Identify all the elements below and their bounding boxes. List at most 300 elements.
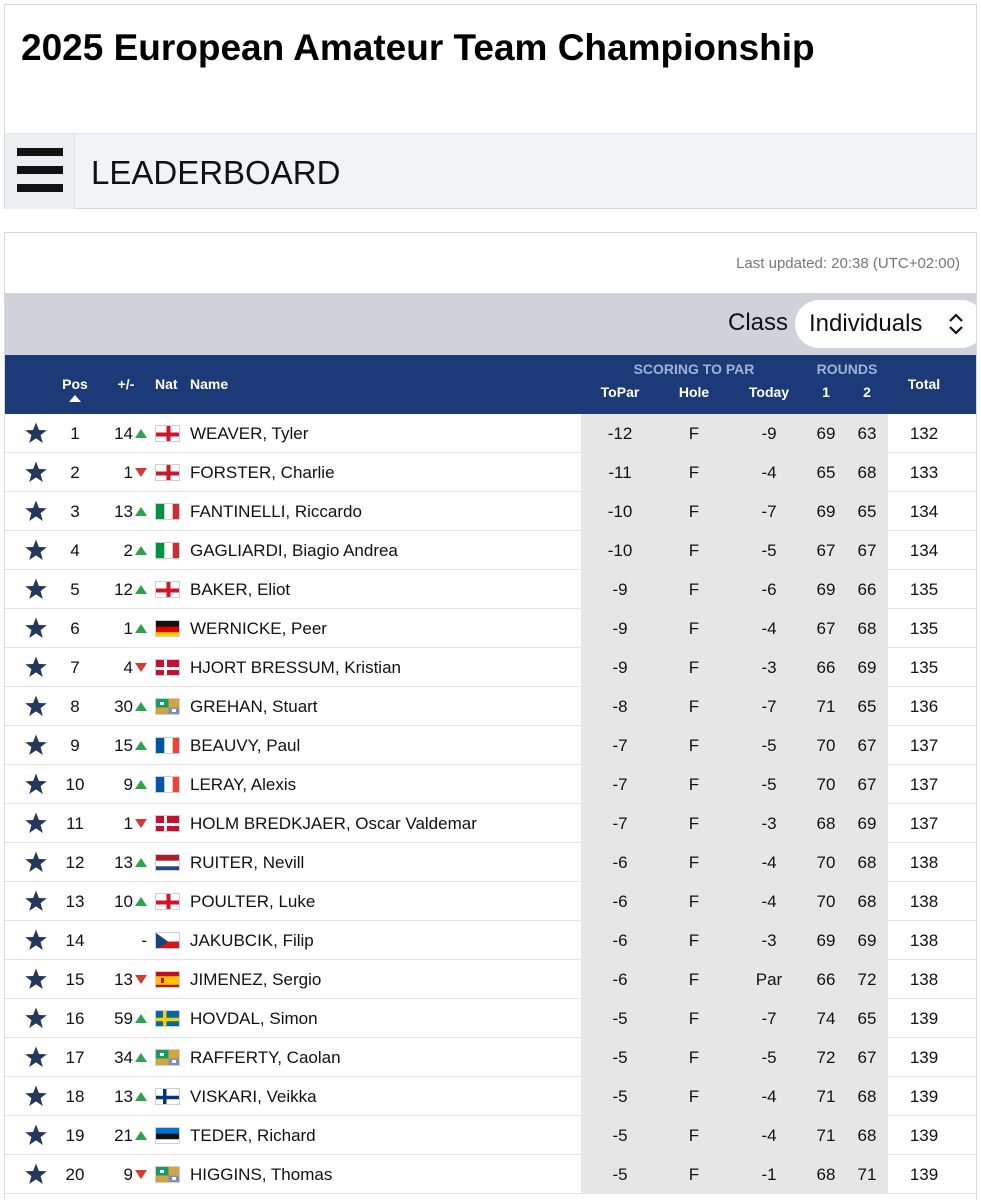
class-select[interactable] bbox=[795, 300, 977, 348]
today-cell: -3 bbox=[761, 658, 777, 677]
move-cell: 13 bbox=[114, 502, 133, 521]
table-row[interactable] bbox=[5, 960, 977, 999]
topar-cell: -9 bbox=[612, 619, 628, 638]
move-up-icon bbox=[135, 507, 147, 516]
favorite-star-icon[interactable] bbox=[24, 811, 48, 835]
round1-cell: 69 bbox=[816, 502, 836, 521]
move-cell: 14 bbox=[114, 424, 133, 443]
topar-cell: -6 bbox=[612, 931, 628, 950]
total-cell: 138 bbox=[909, 853, 939, 872]
topar-cell: -11 bbox=[608, 463, 632, 482]
favorite-star-icon[interactable] bbox=[24, 538, 48, 562]
favorite-star-icon[interactable] bbox=[24, 655, 48, 679]
movement bbox=[101, 687, 147, 726]
movement bbox=[101, 453, 147, 492]
round2-cell: 69 bbox=[857, 814, 877, 833]
player-name[interactable]: GREHAN, Stuart bbox=[190, 697, 318, 716]
round2-cell: 68 bbox=[857, 892, 877, 911]
move-cell: 34 bbox=[114, 1048, 133, 1067]
round1-cell: 69 bbox=[816, 931, 836, 950]
move-cell: 1 bbox=[123, 814, 133, 833]
pos-cell: 8 bbox=[70, 697, 80, 716]
pos-cell: 9 bbox=[70, 736, 80, 755]
topar-cell: -10 bbox=[607, 541, 633, 560]
round2-cell: 71 bbox=[857, 1165, 877, 1184]
player-name[interactable]: WEAVER, Tyler bbox=[190, 424, 309, 443]
move-cell: 4 bbox=[123, 658, 133, 677]
round1-cell: 67 bbox=[816, 619, 836, 638]
total-cell: 134 bbox=[909, 502, 939, 521]
round2-cell: 65 bbox=[857, 697, 877, 716]
table-row[interactable] bbox=[5, 609, 977, 648]
hole-cell: F bbox=[688, 619, 700, 638]
round2-cell: 69 bbox=[857, 931, 877, 950]
today-cell: -4 bbox=[761, 619, 777, 638]
header-card bbox=[4, 4, 977, 209]
favorite-star-icon[interactable] bbox=[24, 1045, 48, 1069]
today-cell: -4 bbox=[761, 1126, 777, 1145]
round1-cell: 70 bbox=[816, 892, 836, 911]
pos-cell: 5 bbox=[70, 580, 80, 599]
today-cell: -6 bbox=[761, 580, 777, 599]
table-row[interactable] bbox=[5, 414, 977, 453]
move-cell: 15 bbox=[114, 736, 133, 755]
table-row[interactable] bbox=[5, 1116, 977, 1155]
pos-cell: 17 bbox=[65, 1048, 85, 1067]
round2-cell: 68 bbox=[857, 1126, 877, 1145]
move-cell: 2 bbox=[123, 541, 133, 560]
move-down-icon bbox=[135, 468, 147, 477]
total-cell: 135 bbox=[909, 580, 939, 599]
pos-cell: 18 bbox=[65, 1087, 85, 1106]
sort-asc-icon bbox=[69, 395, 81, 402]
pos-cell: 1 bbox=[70, 424, 80, 443]
today-cell: -4 bbox=[761, 892, 777, 911]
pos-cell: 20 bbox=[65, 1165, 85, 1184]
hole-cell: F bbox=[688, 775, 700, 794]
player-name[interactable]: RAFFERTY, Caolan bbox=[190, 1048, 341, 1067]
round2-cell: 67 bbox=[857, 736, 877, 755]
table-row[interactable] bbox=[5, 804, 977, 843]
col-round-1: 1 bbox=[822, 384, 830, 400]
hole-cell: F bbox=[688, 1126, 700, 1145]
topar-cell: -5 bbox=[612, 1009, 628, 1028]
table-header bbox=[5, 355, 977, 414]
move-cell: 1 bbox=[123, 619, 133, 638]
favorite-star-icon[interactable] bbox=[24, 889, 48, 913]
flag-eng-icon bbox=[155, 425, 180, 442]
flag-est-icon bbox=[155, 1127, 180, 1144]
flag-fin-icon bbox=[155, 1088, 180, 1105]
hole-cell: F bbox=[688, 931, 700, 950]
class-label: Class bbox=[727, 309, 788, 336]
movement bbox=[101, 609, 147, 648]
flag-den-icon bbox=[155, 659, 180, 676]
round2-cell: 67 bbox=[857, 775, 877, 794]
favorite-star-icon[interactable] bbox=[24, 1123, 48, 1147]
flag-fra-icon bbox=[155, 776, 180, 793]
move-down-icon bbox=[135, 819, 147, 828]
move-cell: 30 bbox=[114, 697, 133, 716]
topar-cell: -12 bbox=[607, 424, 633, 443]
table-row[interactable] bbox=[5, 1077, 977, 1116]
movement bbox=[101, 882, 147, 921]
page-title: 2025 European Amateur Team Championship bbox=[21, 27, 815, 68]
pos-cell: 11 bbox=[66, 814, 84, 833]
favorite-star-icon[interactable] bbox=[24, 967, 48, 991]
favorite-star-icon[interactable] bbox=[24, 772, 48, 796]
move-up-icon bbox=[135, 780, 147, 789]
table-row[interactable] bbox=[5, 492, 977, 531]
player-name[interactable]: LERAY, Alexis bbox=[190, 775, 297, 794]
round1-cell: 69 bbox=[816, 424, 836, 443]
round1-cell: 70 bbox=[816, 775, 836, 794]
last-updated: Last updated: 20:38 (UTC+02:00) bbox=[736, 255, 960, 272]
player-name[interactable]: HOLM BREDKJAER, Oscar Valdemar bbox=[190, 814, 477, 833]
today-cell: -3 bbox=[761, 931, 777, 950]
table-row[interactable] bbox=[5, 843, 977, 882]
hamburger-icon-line bbox=[17, 166, 63, 174]
table-row[interactable] bbox=[5, 687, 977, 726]
total-cell: 137 bbox=[909, 814, 939, 833]
round2-cell: 66 bbox=[857, 580, 877, 599]
total-cell: 138 bbox=[909, 970, 939, 989]
movement bbox=[101, 960, 147, 999]
pos-cell: 12 bbox=[65, 853, 85, 872]
player-name[interactable]: GAGLIARDI, Biagio Andrea bbox=[190, 541, 398, 560]
flag-eng-icon bbox=[155, 464, 180, 481]
class-select-value: Individuals bbox=[809, 310, 923, 337]
hole-cell: F bbox=[688, 502, 700, 521]
total-cell: 139 bbox=[909, 1126, 939, 1145]
favorite-star-icon[interactable] bbox=[24, 928, 48, 952]
total-cell: 132 bbox=[909, 424, 939, 443]
move-up-icon bbox=[135, 702, 147, 711]
round1-cell: 65 bbox=[816, 463, 836, 482]
hole-cell: F bbox=[688, 463, 700, 482]
col-move: +/- bbox=[117, 376, 135, 392]
total-cell: 138 bbox=[909, 892, 939, 911]
player-name[interactable]: RUITER, Nevill bbox=[190, 853, 305, 872]
movement bbox=[101, 531, 147, 570]
hole-cell: F bbox=[688, 541, 700, 560]
player-name[interactable]: BAKER, Eliot bbox=[190, 580, 291, 599]
round2-cell: 68 bbox=[857, 463, 877, 482]
today-cell: -4 bbox=[761, 1087, 777, 1106]
round1-cell: 70 bbox=[816, 853, 836, 872]
topar-cell: -5 bbox=[612, 1048, 628, 1067]
movement bbox=[101, 414, 147, 453]
table-row[interactable] bbox=[5, 765, 977, 804]
round2-cell: 67 bbox=[857, 541, 877, 560]
hole-cell: F bbox=[688, 814, 700, 833]
move-up-icon bbox=[135, 858, 147, 867]
player-name[interactable]: HIGGINS, Thomas bbox=[190, 1165, 333, 1184]
table-row[interactable] bbox=[5, 453, 977, 492]
topar-cell: -5 bbox=[612, 1087, 628, 1106]
player-name[interactable]: HOVDAL, Simon bbox=[190, 1009, 318, 1028]
pos-cell: 14 bbox=[65, 931, 85, 950]
favorite-star-icon[interactable] bbox=[24, 499, 48, 523]
today-cell: -1 bbox=[761, 1165, 777, 1184]
hole-cell: F bbox=[688, 853, 700, 872]
hole-cell: F bbox=[688, 736, 700, 755]
topar-cell: -10 bbox=[607, 502, 633, 521]
col-name: Name bbox=[190, 376, 229, 392]
table-row[interactable] bbox=[5, 921, 977, 960]
flag-swe-icon bbox=[155, 1010, 180, 1027]
pos-cell: 15 bbox=[65, 970, 85, 989]
flag-irl-icon bbox=[155, 698, 180, 715]
round2-cell: 65 bbox=[857, 502, 877, 521]
round1-cell: 66 bbox=[816, 658, 836, 677]
hole-cell: F bbox=[688, 424, 700, 443]
col-topar: ToPar bbox=[600, 384, 640, 400]
topar-cell: -6 bbox=[612, 970, 628, 989]
move-up-icon bbox=[135, 741, 147, 750]
move-up-icon bbox=[135, 1092, 147, 1101]
movement bbox=[101, 570, 147, 609]
today-cell: -9 bbox=[761, 424, 777, 443]
movement bbox=[101, 804, 147, 843]
total-cell: 136 bbox=[909, 697, 939, 716]
col-hole: Hole bbox=[678, 384, 710, 400]
hole-cell: F bbox=[688, 892, 700, 911]
table-row[interactable] bbox=[5, 882, 977, 921]
today-cell: -3 bbox=[761, 814, 777, 833]
player-name[interactable]: TEDER, Richard bbox=[190, 1126, 316, 1145]
player-name[interactable]: FANTINELLI, Riccardo bbox=[190, 502, 362, 521]
hole-cell: F bbox=[688, 697, 700, 716]
menu-button[interactable] bbox=[5, 134, 75, 209]
move-up-icon bbox=[135, 1014, 147, 1023]
round1-cell: 68 bbox=[816, 1165, 836, 1184]
move-cell: 12 bbox=[114, 580, 133, 599]
pos-cell: 13 bbox=[65, 892, 85, 911]
col-group-scoring: SCORING TO PAR bbox=[633, 361, 755, 377]
col-total: Total bbox=[907, 376, 941, 392]
movement bbox=[101, 1077, 147, 1116]
total-cell: 135 bbox=[909, 658, 939, 677]
round1-cell: 66 bbox=[816, 970, 836, 989]
round2-cell: 63 bbox=[857, 424, 877, 443]
player-name[interactable]: WERNICKE, Peer bbox=[190, 619, 327, 638]
today-cell: -4 bbox=[761, 853, 777, 872]
player-name[interactable]: POULTER, Luke bbox=[190, 892, 316, 911]
pos-cell: 19 bbox=[65, 1126, 85, 1145]
round2-cell: 72 bbox=[857, 970, 877, 989]
flag-eng-icon bbox=[155, 581, 180, 598]
move-cell: 10 bbox=[114, 892, 133, 911]
favorite-star-icon[interactable] bbox=[24, 1084, 48, 1108]
topar-cell: -8 bbox=[612, 697, 628, 716]
round2-cell: 69 bbox=[857, 658, 877, 677]
leaderboard-card bbox=[4, 232, 977, 1200]
total-cell: 139 bbox=[909, 1048, 939, 1067]
flag-den-icon bbox=[155, 815, 180, 832]
topar-cell: -9 bbox=[612, 658, 628, 677]
favorite-star-icon[interactable] bbox=[24, 616, 48, 640]
today-cell: -4 bbox=[761, 463, 777, 482]
movement bbox=[101, 1116, 147, 1155]
col-nat: Nat bbox=[155, 376, 178, 392]
total-cell: 135 bbox=[909, 619, 939, 638]
col-group-rounds: ROUNDS bbox=[816, 361, 878, 377]
today-cell: -5 bbox=[761, 1048, 777, 1067]
move-up-icon bbox=[135, 546, 147, 555]
favorite-star-icon[interactable] bbox=[24, 577, 48, 601]
favorite-star-icon[interactable] bbox=[24, 460, 48, 484]
table-row[interactable] bbox=[5, 999, 977, 1038]
movement bbox=[101, 1155, 147, 1194]
col-pos[interactable]: Pos bbox=[62, 376, 88, 392]
col-today: Today bbox=[748, 384, 790, 400]
today-cell: Par bbox=[755, 970, 783, 989]
leaderboard-rows bbox=[5, 414, 977, 1194]
topar-cell: -6 bbox=[612, 853, 628, 872]
flag-ita-icon bbox=[155, 503, 180, 520]
move-up-icon bbox=[135, 897, 147, 906]
topar-cell: -7 bbox=[612, 736, 628, 755]
today-cell: -5 bbox=[761, 775, 777, 794]
flag-irl-icon bbox=[155, 1166, 180, 1183]
round1-cell: 69 bbox=[816, 580, 836, 599]
move-cell: 21 bbox=[114, 1126, 133, 1145]
movement bbox=[101, 921, 147, 960]
topar-cell: -6 bbox=[612, 892, 628, 911]
today-cell: -5 bbox=[761, 541, 777, 560]
hole-cell: F bbox=[688, 1009, 700, 1028]
total-cell: 134 bbox=[909, 541, 939, 560]
flag-esp-icon bbox=[155, 971, 180, 988]
table-row[interactable] bbox=[5, 1038, 977, 1077]
topar-cell: -7 bbox=[612, 775, 628, 794]
movement bbox=[101, 648, 147, 687]
move-down-icon bbox=[135, 975, 147, 984]
hole-cell: F bbox=[688, 970, 700, 989]
player-name[interactable]: JIMENEZ, Sergio bbox=[190, 970, 322, 989]
movement bbox=[101, 726, 147, 765]
favorite-star-icon[interactable] bbox=[24, 1006, 48, 1030]
round1-cell: 71 bbox=[816, 1087, 836, 1106]
round2-cell: 68 bbox=[857, 853, 877, 872]
total-cell: 139 bbox=[909, 1009, 939, 1028]
hole-cell: F bbox=[688, 1087, 700, 1106]
pos-cell: 2 bbox=[70, 463, 80, 482]
move-cell: 13 bbox=[114, 853, 133, 872]
total-cell: 139 bbox=[909, 1087, 939, 1106]
round1-cell: 74 bbox=[816, 1009, 836, 1028]
player-name[interactable]: VISKARI, Veikka bbox=[190, 1087, 317, 1106]
topar-cell: -5 bbox=[612, 1165, 628, 1184]
pos-cell: 7 bbox=[70, 658, 80, 677]
move-cell: - bbox=[141, 931, 147, 950]
table-row[interactable] bbox=[5, 531, 977, 570]
flag-irl-icon bbox=[155, 1049, 180, 1066]
move-cell: 13 bbox=[114, 1087, 133, 1106]
hole-cell: F bbox=[688, 658, 700, 677]
movement bbox=[101, 1038, 147, 1077]
pos-cell: 6 bbox=[70, 619, 80, 638]
today-cell: -7 bbox=[761, 1009, 777, 1028]
today-cell: -7 bbox=[761, 697, 777, 716]
table-row[interactable] bbox=[5, 1155, 977, 1194]
today-cell: -5 bbox=[761, 736, 777, 755]
total-cell: 138 bbox=[909, 931, 939, 950]
move-cell: 9 bbox=[123, 1165, 133, 1184]
topar-cell: -5 bbox=[612, 1126, 628, 1145]
move-cell: 9 bbox=[123, 775, 133, 794]
move-up-icon bbox=[135, 585, 147, 594]
flag-fra-icon bbox=[155, 737, 180, 754]
round1-cell: 67 bbox=[816, 541, 836, 560]
pos-cell: 4 bbox=[70, 541, 80, 560]
flag-ned-icon bbox=[155, 854, 180, 871]
round2-cell: 67 bbox=[857, 1048, 877, 1067]
table-row[interactable] bbox=[5, 648, 977, 687]
round1-cell: 68 bbox=[816, 814, 836, 833]
move-down-icon bbox=[135, 663, 147, 672]
player-name[interactable]: HJORT BRESSUM, Kristian bbox=[190, 658, 401, 677]
move-up-icon bbox=[135, 1053, 147, 1062]
round1-cell: 70 bbox=[816, 736, 836, 755]
flag-ita-icon bbox=[155, 542, 180, 559]
flag-ger-icon bbox=[155, 620, 180, 637]
topar-cell: -7 bbox=[612, 814, 628, 833]
hamburger-icon bbox=[17, 148, 63, 156]
hole-cell: F bbox=[688, 1048, 700, 1067]
class-filter-bar bbox=[5, 293, 977, 355]
round1-cell: 71 bbox=[816, 1126, 836, 1145]
col-round-2: 2 bbox=[863, 384, 871, 400]
total-cell: 137 bbox=[909, 775, 939, 794]
movement bbox=[101, 765, 147, 804]
round2-cell: 65 bbox=[857, 1009, 877, 1028]
move-cell: 1 bbox=[123, 463, 133, 482]
player-name[interactable]: JAKUBCIK, Filip bbox=[190, 931, 314, 950]
table-row[interactable] bbox=[5, 726, 977, 765]
move-up-icon bbox=[135, 624, 147, 633]
favorite-star-icon[interactable] bbox=[24, 850, 48, 874]
total-cell: 133 bbox=[909, 463, 939, 482]
favorite-star-icon[interactable] bbox=[24, 1162, 48, 1186]
round2-cell: 68 bbox=[857, 619, 877, 638]
move-up-icon bbox=[135, 1131, 147, 1140]
hole-cell: F bbox=[688, 1165, 700, 1184]
move-down-icon bbox=[135, 1170, 147, 1179]
round1-cell: 71 bbox=[816, 697, 836, 716]
pos-cell: 10 bbox=[65, 775, 85, 794]
favorite-star-icon[interactable] bbox=[24, 694, 48, 718]
select-arrows-icon bbox=[947, 310, 965, 338]
section-bar bbox=[5, 133, 976, 208]
move-cell: 13 bbox=[114, 970, 133, 989]
pos-cell: 3 bbox=[70, 502, 80, 521]
move-cell: 59 bbox=[114, 1009, 133, 1028]
flag-eng-icon bbox=[155, 893, 180, 910]
player-name[interactable]: BEAUVY, Paul bbox=[190, 736, 301, 755]
movement bbox=[101, 492, 147, 531]
table-row[interactable] bbox=[5, 570, 977, 609]
section-title: LEADERBOARD bbox=[91, 154, 341, 191]
move-up-icon bbox=[135, 429, 147, 438]
player-name[interactable]: FORSTER, Charlie bbox=[190, 463, 335, 482]
favorite-star-icon[interactable] bbox=[24, 421, 48, 445]
favorite-star-icon[interactable] bbox=[24, 733, 48, 757]
movement bbox=[101, 843, 147, 882]
flag-cze-icon bbox=[155, 932, 180, 949]
hole-cell: F bbox=[688, 580, 700, 599]
